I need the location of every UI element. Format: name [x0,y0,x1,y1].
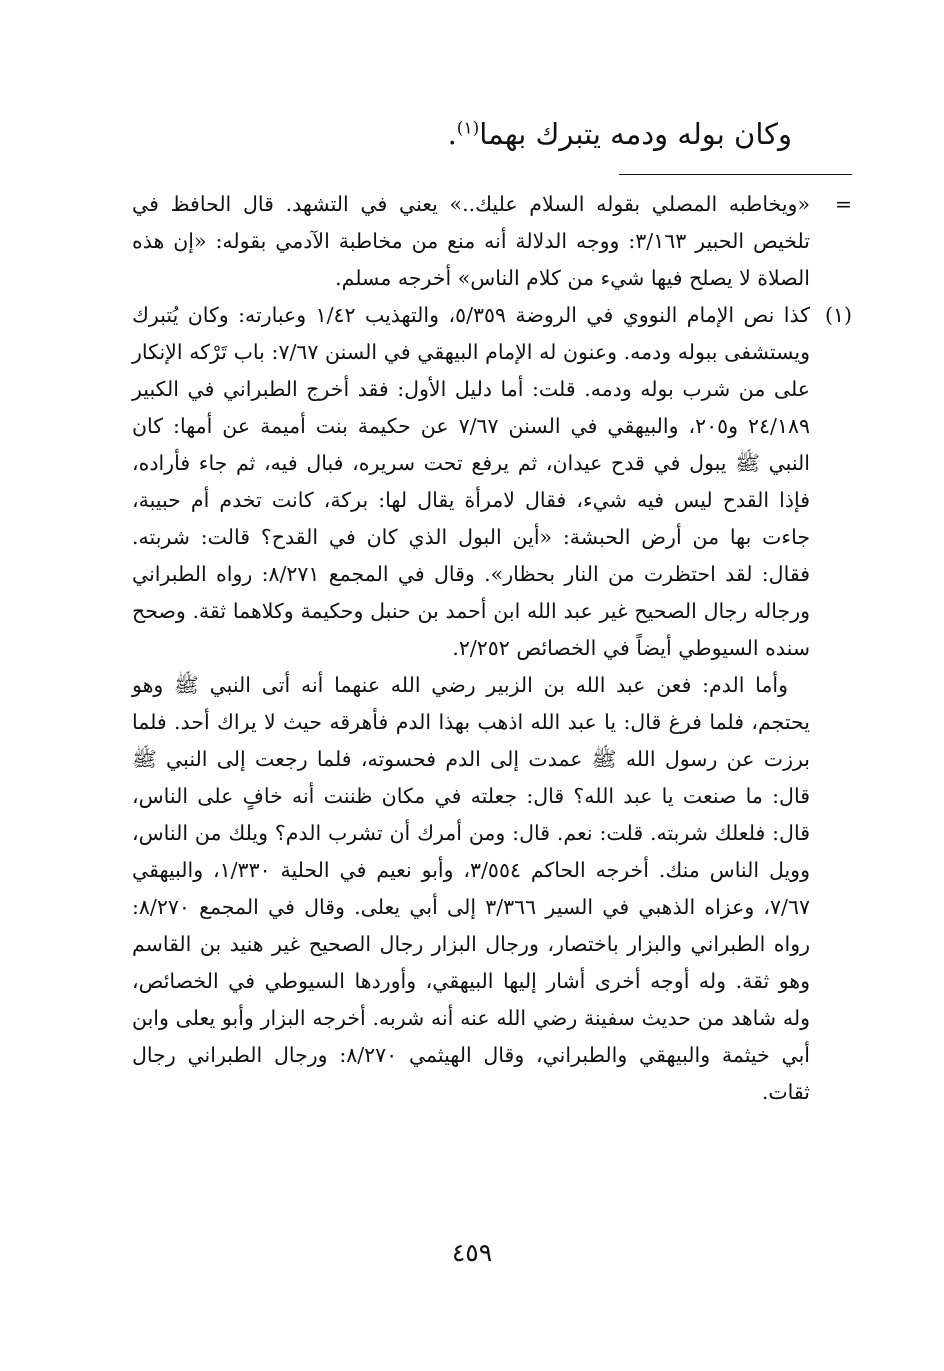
page-number: ٤٥٩ [451,1238,493,1267]
main-text: وكان بوله ودمه يتبرك بهما [479,117,792,151]
main-text-period: . [447,117,457,151]
continuation-footnote [132,186,852,297]
footnote-separator [619,174,852,175]
continuation-marker: = [834,192,852,216]
footnote-1-paragraph-1: كذا نص الإمام النووي في الروضة ٥/٣٥٩، والتهذيب ١/٤٢ وعبارته: وكان يُتبرك ويستشفى ببوله ودمه. وعنون له الإمام البيهقي في السنن ٧/٦٧: باب تَرْكه الإنكار على من شرب بوله ودمه. قلت: أما دليل الأول: فقد أخرج الطبراني في الكبير ٢٤/١٨٩ و٢٠٥، والبيهقي في السنن ٧/٦٧ عن حكيمة بنت أميمة عن أمها: كان النبي ﷺ يبول في قدح عيدان، ثم يرفع تحت سريره، فبال فيه، ثم جاء فأراده، فإذا القدح ليس فيه شيء، فقال لامرأة يقال لها: بركة، كانت تخدم أم حبيبة، جاءت بها من أرض الحبشة: «أين البول الذي كان في القدح؟ قالت: شربته. فقال: لقد احتظرت من النار بحظار». وقال في المجمع ٨/٢٧١: رواه الطبراني ورجاله رجال الصحيح غير عبد الله ابن أحمد بن حنبل وحكيمة وكلاهما ثقة. وصحح سنده السيوطي أيضاً في الخصائص ٢/٢٥٢. [132,303,810,660]
footnote-1 [132,297,852,1111]
continuation-text: «ويخاطبه المصلي بقوله السلام عليك..» يعني في التشهد. قال الحافظ في تلخيص الحبير ٣/١٦٣: ووجه الدلالة أنه منع من مخاطبة الآدمي بقوله: «إن هذه الصلاة لا يصلح فيها شيء من كلام الناس» أخرجه مسلم. [132,192,810,290]
main-text-line [232,112,792,156]
footnotes-section [132,186,852,1111]
footnote-1-marker: (١) [824,303,852,327]
footnote-reference: (١) [456,118,480,139]
footnote-1-paragraph-2: وأما الدم: فعن عبد الله بن الزبير رضي الله عنهما أنه أتى النبي ﷺ وهو يحتجم، فلما فرغ قال: يا عبد الله اذهب بهذا الدم فأهرقه حيث لا يراك أحد. فلما برزت عن رسول الله ﷺ عمدت إلى الدم فحسوته، فلما رجعت إلى النبي ﷺ قال: ما صنعت يا عبد الله؟ قال: جعلته في مكان ظننت أنه خافٍ على الناس، قال: فلعلك شربته. قلت: نعم. قال: ومن أمرك أن تشرب الدم؟ ويلك من الناس، وويل الناس منك. أخرجه الحاكم ٣/٥٥٤، وأبو نعيم في الحلية ١/٣٣٠، والبيهقي ٧/٦٧، وعزاه الذهبي في السير ٣/٣٦٦ إلى أبي يعلى. وقال في المجمع ٨/٢٧٠: رواه الطبراني والبزار باختصار، ورجال البزار رجال الصحيح غير هنيد بن القاسم وهو ثقة. وله أوجه أخرى أشار إليها البيهقي، وأوردها السيوطي في الخصائص، وله شاهد من حديث سفينة رضي الله عنه أنه شربه. أخرجه البزار وأبو يعلى وابن أبي خيثمة والبيهقي والطبراني، وقال الهيثمي ٨/٢٧٠: ورجال الطبراني رجال ثقات. [132,673,810,1104]
